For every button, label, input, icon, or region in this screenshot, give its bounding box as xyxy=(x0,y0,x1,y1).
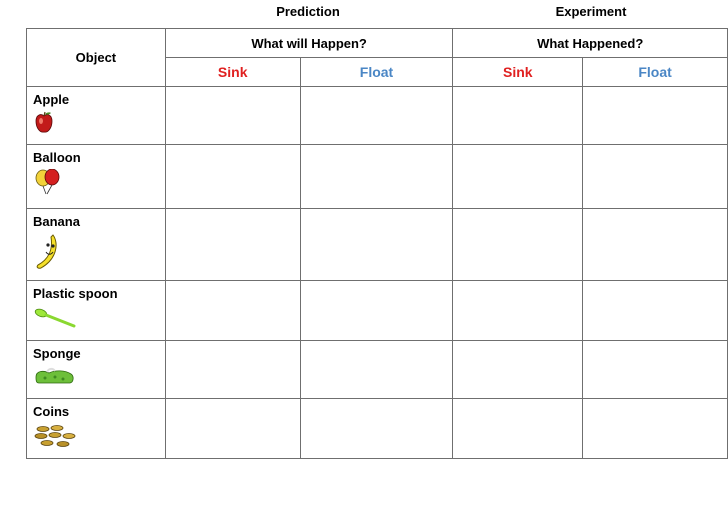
banana-icon xyxy=(33,233,63,271)
prediction-sink-cell[interactable] xyxy=(165,87,300,145)
experiment-sink-header: Sink xyxy=(453,58,583,87)
apple-icon xyxy=(33,111,55,135)
prediction-sink-cell[interactable] xyxy=(165,281,300,341)
plastic-spoon-icon xyxy=(33,307,77,329)
prediction-sink-cell[interactable] xyxy=(165,399,300,459)
object-name: Plastic spoon xyxy=(33,286,118,301)
balloon-icon xyxy=(33,169,63,195)
prediction-float-cell[interactable] xyxy=(300,87,453,145)
table-row xyxy=(27,87,728,145)
object-cell-apple xyxy=(27,87,166,145)
prediction-float-cell[interactable] xyxy=(300,209,453,281)
object-name: Apple xyxy=(33,92,70,107)
prediction-sink-cell[interactable] xyxy=(165,209,300,281)
table-row xyxy=(27,399,728,459)
prediction-heading: Prediction xyxy=(276,4,340,19)
object-name: Coins xyxy=(33,404,70,419)
prediction-float-cell[interactable] xyxy=(300,399,453,459)
experiment-sink-cell[interactable] xyxy=(453,145,583,209)
experiment-sink-cell[interactable] xyxy=(453,87,583,145)
experiment-sink-cell[interactable] xyxy=(453,399,583,459)
experiment-sink-cell[interactable] xyxy=(453,209,583,281)
table-row xyxy=(27,281,728,341)
prediction-float-cell[interactable] xyxy=(300,281,453,341)
table-row xyxy=(27,209,728,281)
table-row xyxy=(27,145,728,209)
object-name: Sponge xyxy=(33,346,81,361)
experiment-sink-cell[interactable] xyxy=(453,341,583,399)
experiment-float-cell[interactable] xyxy=(583,399,728,459)
experiment-sink-cell[interactable] xyxy=(453,281,583,341)
prediction-float-cell[interactable] xyxy=(300,341,453,399)
prediction-sink-cell[interactable] xyxy=(165,145,300,209)
experiment-question: What Happened? xyxy=(453,29,728,58)
coins-icon xyxy=(33,423,79,449)
experiment-float-header: Float xyxy=(583,58,728,87)
object-cell-sponge xyxy=(27,341,166,399)
table-row xyxy=(27,341,728,399)
object-name: Balloon xyxy=(33,150,81,165)
prediction-float-cell[interactable] xyxy=(300,145,453,209)
experiment-float-cell[interactable] xyxy=(583,281,728,341)
experiment-float-cell[interactable] xyxy=(583,209,728,281)
prediction-sink-header: Sink xyxy=(165,58,300,87)
object-cell-balloon xyxy=(27,145,166,209)
prediction-question: What will Happen? xyxy=(165,29,453,58)
object-column-header: Object xyxy=(27,29,166,87)
experiment-heading: Experiment xyxy=(555,4,627,19)
object-cell-coins xyxy=(27,399,166,459)
experiment-float-cell[interactable] xyxy=(583,145,728,209)
object-name: Banana xyxy=(33,214,80,229)
sink-float-table xyxy=(26,28,728,459)
experiment-float-cell[interactable] xyxy=(583,87,728,145)
prediction-float-header: Float xyxy=(300,58,453,87)
experiment-float-cell[interactable] xyxy=(583,341,728,399)
object-cell-banana xyxy=(27,209,166,281)
object-cell-plastic-spoon xyxy=(27,281,166,341)
sponge-icon xyxy=(33,365,75,387)
prediction-sink-cell[interactable] xyxy=(165,341,300,399)
